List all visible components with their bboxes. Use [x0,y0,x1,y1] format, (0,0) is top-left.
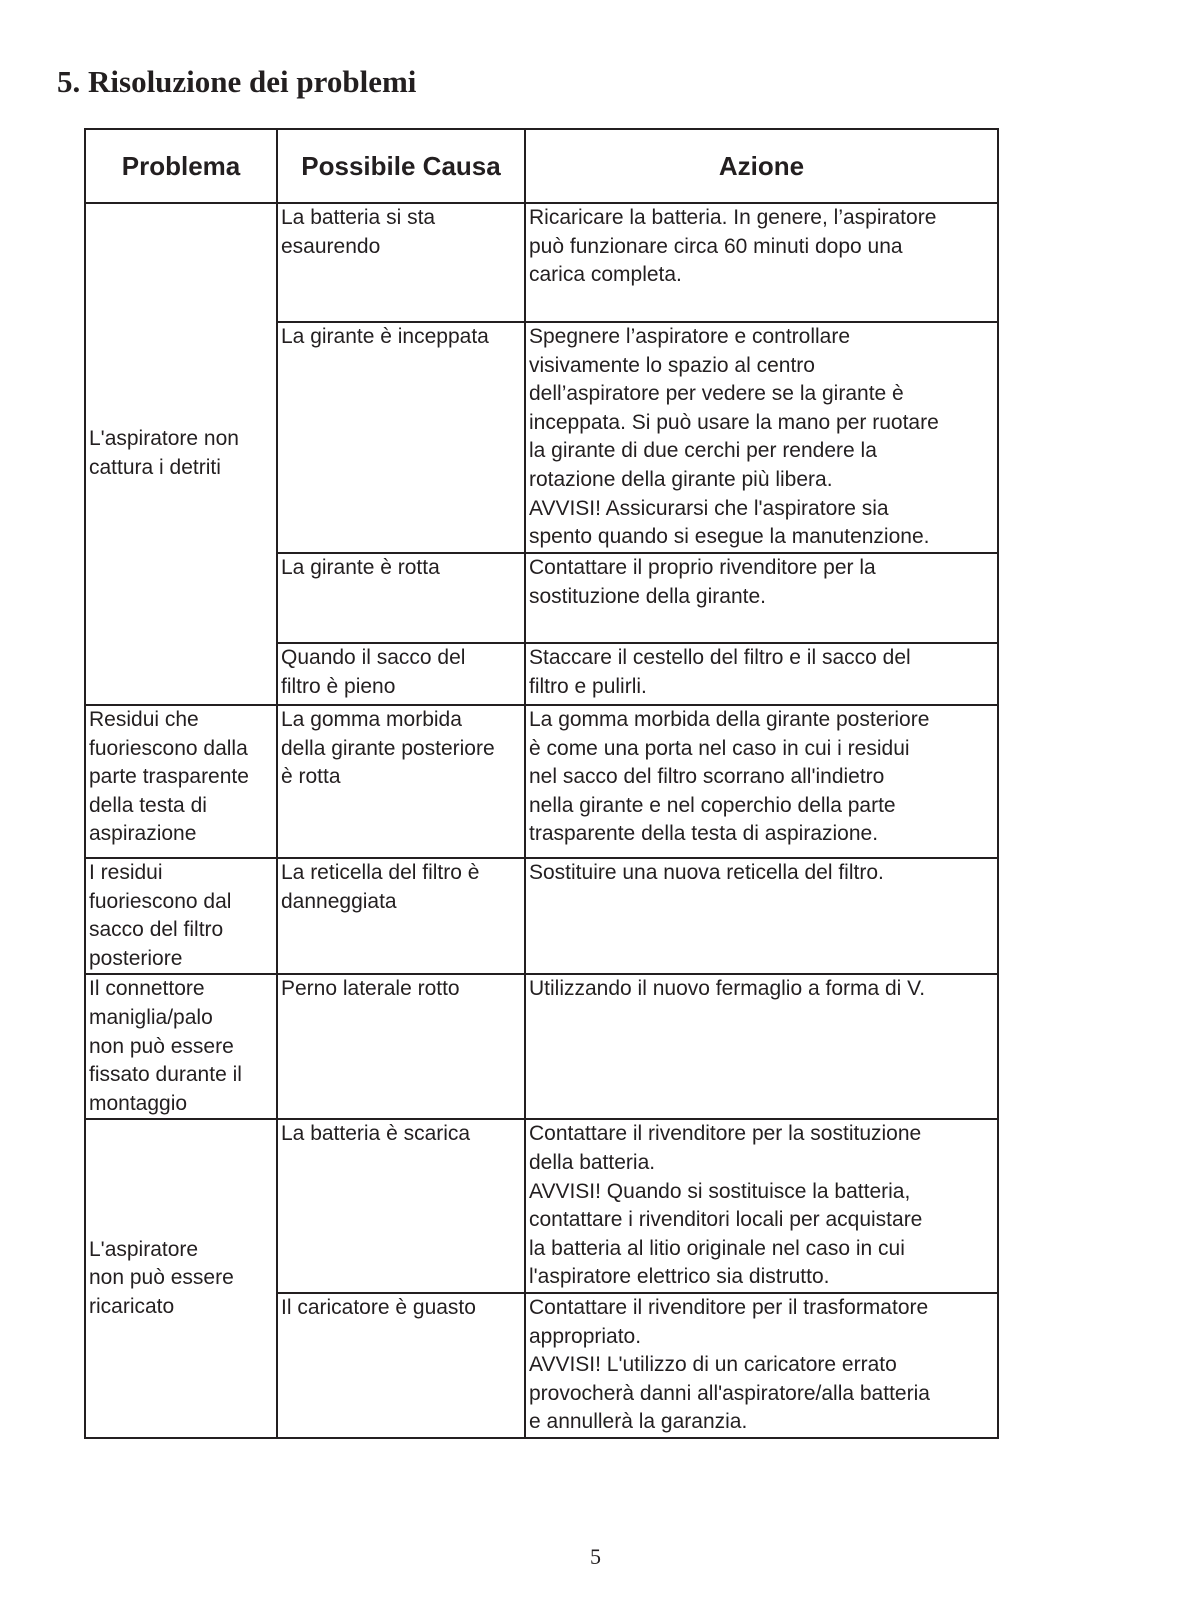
action-text: Contattare il rivenditore per la sostituzione della batteria. AVVISI! Quando si sostituisce la batteria, contattare i rivenditori locali per acquistare la batteria al litio originale nel caso in cui l'aspiratore elettrico sia distrutto. [529,1122,923,1289]
cause-text: La reticella del filtro è danneggiata [281,861,480,913]
action-cell [525,1293,998,1438]
problem-text: L'aspiratore non cattura i detriti [89,427,239,479]
cause-cell [277,974,525,1119]
problem-cell [85,858,277,974]
action-cell [525,705,998,858]
problem-text: Il connettore maniglia/palo non può essere fissato durante il montaggio [89,977,242,1115]
action-cell [525,1119,998,1293]
page-number: 5 [590,1544,601,1569]
page-title: 5. Risoluzione dei problemi [57,64,417,99]
problem-cell [85,203,277,705]
action-cell [525,858,998,974]
cause-text: Il caricatore è guasto [281,1295,476,1319]
cause-text: La girante è inceppata [281,325,489,348]
action-text: Contattare il rivenditore per il trasformatore appropriato. AVVISI! L'utilizzo di un caricatore errato provocherà danni all'aspiratore/alla batteria e annullerà la garanzia. [529,1295,930,1434]
header-problem: Problema [85,129,277,203]
action-text: La gomma morbida della girante posteriore è come una porta nel caso in cui i residui nel sacco del filtro scorrano all'indietro nella girante e nel coperchio della parte trasparente della testa di aspirazione. [529,708,930,846]
troubleshooting-table [84,128,999,1439]
problem-text: L'aspiratore non può essere ricaricato [89,1237,234,1318]
action-text: Utilizzando il nuovo fermaglio a forma di V. [529,977,926,1001]
cause-cell [277,1293,525,1438]
problem-text: Residui che fuoriescono dalla parte trasparente della testa di aspirazione [89,708,249,846]
action-cell [525,974,998,1119]
cause-cell [277,705,525,858]
action-cell [525,553,998,643]
problem-cell [85,1119,277,1438]
action-text: Ricaricare la batteria. In genere, l’aspiratore può funzionare circa 60 minuti dopo una carica completa. [529,206,937,287]
cause-text: La batteria è scarica [281,1122,471,1146]
cause-cell [277,553,525,643]
problem-cell [85,974,277,1119]
action-cell [525,203,998,322]
table-row [85,974,998,1119]
table-row [85,858,998,974]
cause-text: La batteria si sta esaurendo [281,206,436,258]
cause-text: Quando il sacco del filtro è pieno [281,646,466,698]
cause-cell [277,203,525,322]
table-row [85,1119,998,1293]
action-text: Sostituire una nuova reticella del filtro. [529,861,884,884]
action-cell [525,322,998,553]
cause-cell [277,643,525,705]
action-text: Staccare il cestello del filtro e il sacco del filtro e pulirli. [529,646,911,698]
action-cell [525,643,998,705]
cause-cell [277,858,525,974]
cause-text: La girante è rotta [281,556,440,579]
table-header-row [85,129,998,203]
problem-cell [85,705,277,858]
table-row [85,705,998,858]
header-cause: Possibile Causa [277,129,525,203]
action-text: Spegnere l’aspiratore e controllare visivamente lo spazio al centro dell’aspiratore per vedere se la girante è inceppata. Si può usare la mano per ruotare la girante di due cerchi per rendere la rotazione della girante più libera. AVVISI! Assicurarsi che l'aspiratore sia spento quando si esegue la manutenzione. [529,325,939,549]
header-action: Azione [525,129,998,203]
action-text: Contattare il proprio rivenditore per la sostituzione della girante. [529,556,876,608]
table-row [85,203,998,322]
problem-text: I residui fuoriescono dal sacco del filtro posteriore [89,861,232,970]
cause-text: La gomma morbida della girante posteriore è rotta [281,708,495,789]
cause-cell [277,1119,525,1293]
cause-text: Perno laterale rotto [281,977,460,1001]
cause-cell [277,322,525,553]
